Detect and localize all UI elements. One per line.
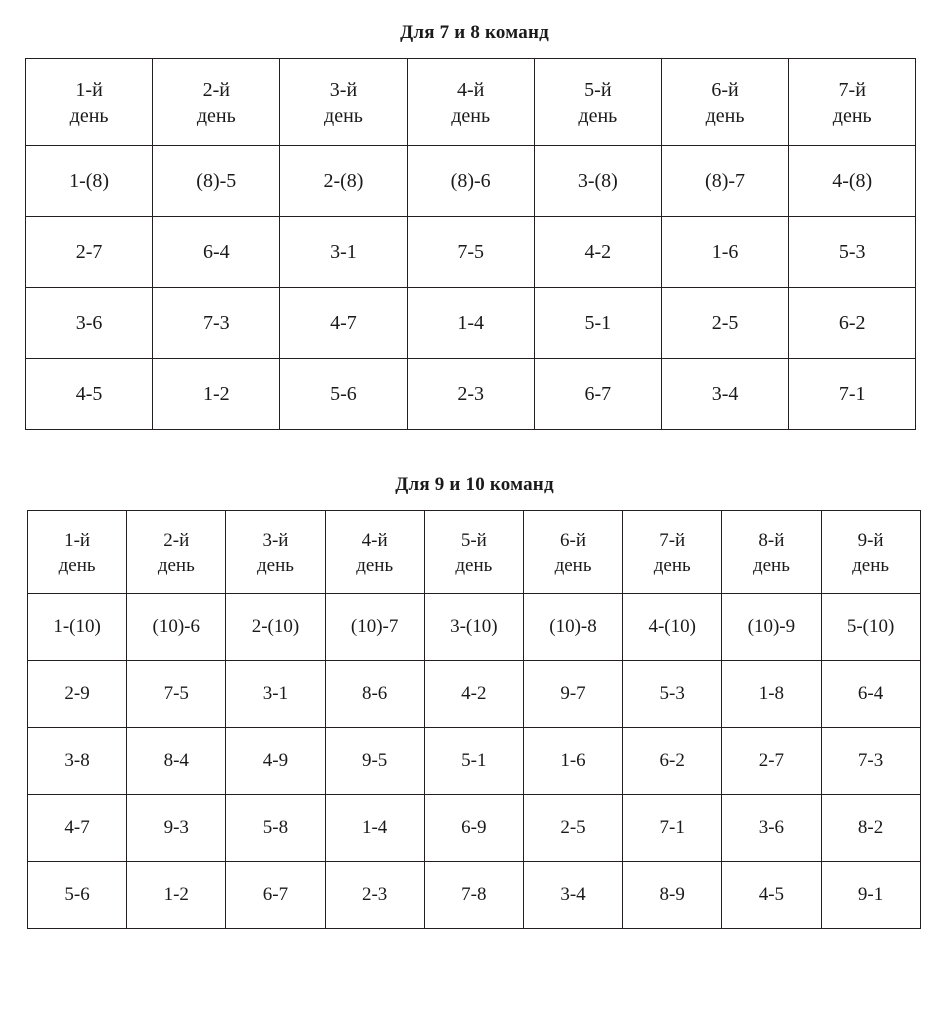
- table-row: [28, 661, 921, 728]
- match-cell: 1-4: [407, 288, 534, 359]
- match-cell: 4-2: [424, 661, 523, 728]
- match-cell: 5-6: [280, 359, 407, 430]
- schedule-table-7-8: [25, 58, 916, 430]
- match-cell: 4-2: [534, 217, 661, 288]
- match-cell: 1-2: [153, 359, 280, 430]
- match-cell: 2-5: [523, 795, 622, 862]
- match-cell: 5-1: [534, 288, 661, 359]
- schedule-table-wrapper-9-10: [27, 510, 911, 929]
- column-header-day-1: 1-й день: [28, 511, 127, 594]
- match-cell: 7-3: [821, 728, 920, 795]
- column-header-day-5: 5-й день: [534, 59, 661, 146]
- match-cell: 3-6: [26, 288, 153, 359]
- table-header-row: [26, 59, 916, 146]
- match-cell: 1-8: [722, 661, 821, 728]
- match-cell: 1-6: [661, 217, 788, 288]
- match-cell: (8)-6: [407, 146, 534, 217]
- match-cell: 6-2: [623, 728, 722, 795]
- match-cell: 7-1: [623, 795, 722, 862]
- match-cell: 9-1: [821, 862, 920, 929]
- match-cell: (10)-7: [325, 594, 424, 661]
- match-cell: 2-7: [722, 728, 821, 795]
- match-cell: (10)-6: [127, 594, 226, 661]
- column-header-day-3: 3-й день: [226, 511, 325, 594]
- match-cell: 9-7: [523, 661, 622, 728]
- schedule-table-wrapper-7-8: [25, 58, 909, 430]
- table-row: [28, 862, 921, 929]
- match-cell: 7-3: [153, 288, 280, 359]
- table-row: [26, 288, 916, 359]
- table-header-row: [28, 511, 921, 594]
- match-cell: (8)-5: [153, 146, 280, 217]
- match-cell: 2-5: [661, 288, 788, 359]
- match-cell: 3-(10): [424, 594, 523, 661]
- match-cell: 4-5: [722, 862, 821, 929]
- match-cell: 5-8: [226, 795, 325, 862]
- match-cell: 6-2: [789, 288, 916, 359]
- match-cell: 1-(8): [26, 146, 153, 217]
- match-cell: 5-6: [28, 862, 127, 929]
- match-cell: 2-(10): [226, 594, 325, 661]
- column-header-day-6: 6-й день: [661, 59, 788, 146]
- schedule-table-9-10: [27, 510, 921, 929]
- column-header-day-4: 4-й день: [325, 511, 424, 594]
- match-cell: 3-8: [28, 728, 127, 795]
- match-cell: 9-5: [325, 728, 424, 795]
- match-cell: 1-6: [523, 728, 622, 795]
- match-cell: 5-3: [623, 661, 722, 728]
- match-cell: 4-5: [26, 359, 153, 430]
- match-cell: 3-1: [280, 217, 407, 288]
- section-title-7-8: Для 7 и 8 команд: [400, 22, 549, 43]
- column-header-day-2: 2-й день: [153, 59, 280, 146]
- section-7-8-teams: [0, 22, 949, 430]
- match-cell: 1-2: [127, 862, 226, 929]
- match-cell: 1-4: [325, 795, 424, 862]
- column-header-day-7: 7-й день: [623, 511, 722, 594]
- column-header-day-4: 4-й день: [407, 59, 534, 146]
- table-row: [26, 146, 916, 217]
- column-header-day-7: 7-й день: [789, 59, 916, 146]
- document-page: [0, 22, 949, 1022]
- table-row: [26, 217, 916, 288]
- match-cell: 3-4: [661, 359, 788, 430]
- match-cell: 4-7: [28, 795, 127, 862]
- column-header-day-9: 9-й день: [821, 511, 920, 594]
- match-cell: 3-4: [523, 862, 622, 929]
- match-cell: 9-3: [127, 795, 226, 862]
- match-cell: 6-4: [821, 661, 920, 728]
- column-header-day-5: 5-й день: [424, 511, 523, 594]
- match-cell: 3-6: [722, 795, 821, 862]
- match-cell: 4-(8): [789, 146, 916, 217]
- match-cell: 3-1: [226, 661, 325, 728]
- column-header-day-1: 1-й день: [26, 59, 153, 146]
- match-cell: 8-9: [623, 862, 722, 929]
- match-cell: 3-(8): [534, 146, 661, 217]
- table-row: [28, 594, 921, 661]
- match-cell: 2-7: [26, 217, 153, 288]
- table-row: [26, 359, 916, 430]
- match-cell: 6-4: [153, 217, 280, 288]
- match-cell: (10)-9: [722, 594, 821, 661]
- match-cell: 5-1: [424, 728, 523, 795]
- match-cell: 2-(8): [280, 146, 407, 217]
- match-cell: 5-(10): [821, 594, 920, 661]
- match-cell: (8)-7: [661, 146, 788, 217]
- match-cell: 8-4: [127, 728, 226, 795]
- match-cell: (10)-8: [523, 594, 622, 661]
- match-cell: 4-(10): [623, 594, 722, 661]
- table-row: [28, 728, 921, 795]
- match-cell: 2-9: [28, 661, 127, 728]
- match-cell: 7-8: [424, 862, 523, 929]
- match-cell: 6-9: [424, 795, 523, 862]
- match-cell: 7-5: [407, 217, 534, 288]
- match-cell: 6-7: [226, 862, 325, 929]
- table-row: [28, 795, 921, 862]
- match-cell: 7-1: [789, 359, 916, 430]
- match-cell: 8-2: [821, 795, 920, 862]
- section-title-9-10: Для 9 и 10 команд: [395, 474, 554, 495]
- match-cell: 7-5: [127, 661, 226, 728]
- match-cell: 4-7: [280, 288, 407, 359]
- section-9-10-teams: [0, 474, 949, 929]
- match-cell: 5-3: [789, 217, 916, 288]
- match-cell: 4-9: [226, 728, 325, 795]
- column-header-day-2: 2-й день: [127, 511, 226, 594]
- column-header-day-6: 6-й день: [523, 511, 622, 594]
- match-cell: 8-6: [325, 661, 424, 728]
- match-cell: 1-(10): [28, 594, 127, 661]
- match-cell: 6-7: [534, 359, 661, 430]
- match-cell: 2-3: [325, 862, 424, 929]
- column-header-day-8: 8-й день: [722, 511, 821, 594]
- column-header-day-3: 3-й день: [280, 59, 407, 146]
- match-cell: 2-3: [407, 359, 534, 430]
